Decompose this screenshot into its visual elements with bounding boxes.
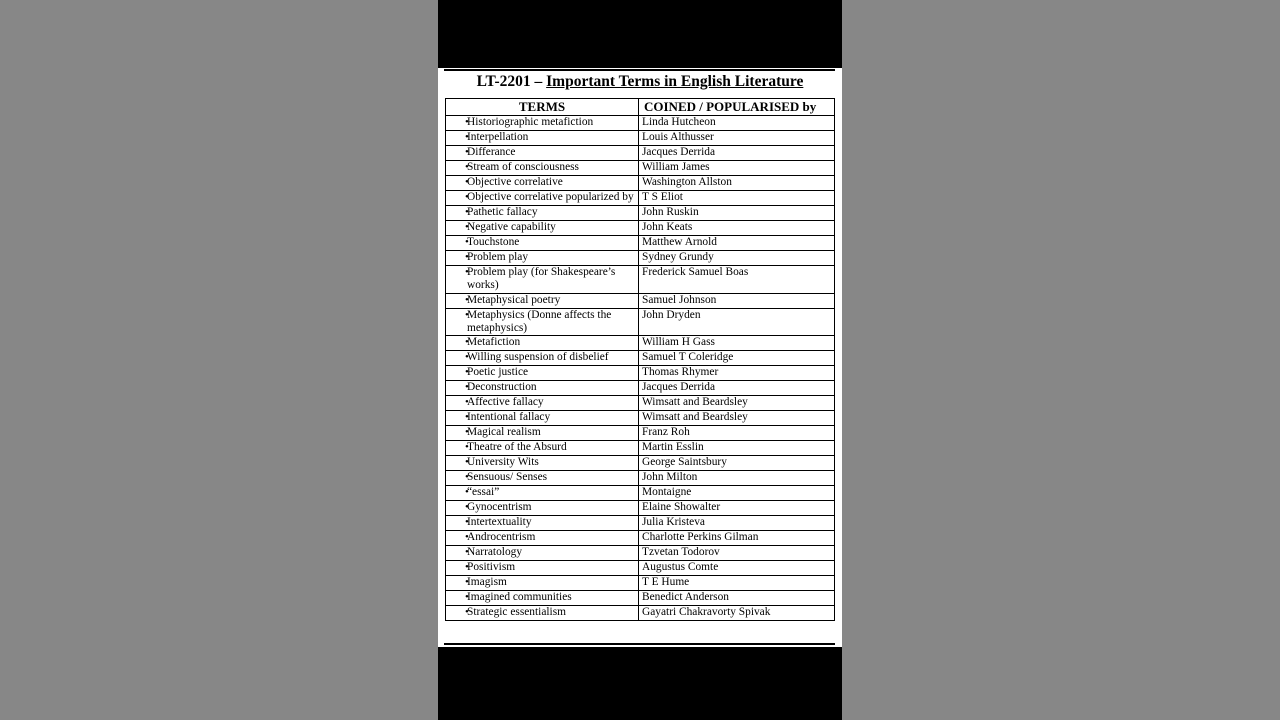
table-row <box>446 176 835 191</box>
term-cell <box>446 176 639 191</box>
coined-by-cell: Elaine Showalter <box>639 501 835 516</box>
term-text: • Objective correlative <box>467 176 563 188</box>
term-text: • Problem play <box>467 251 529 263</box>
table-row <box>446 266 835 294</box>
left-backdrop <box>0 0 438 720</box>
term-cell <box>446 381 639 396</box>
coined-by-cell: Benedict Anderson <box>639 591 835 606</box>
coined-by-cell: Augustus Comte <box>639 561 835 576</box>
table-row <box>446 411 835 426</box>
term-cell <box>446 336 639 351</box>
term-text: • Metaphysical poetry <box>467 293 561 306</box>
table-row <box>446 366 835 381</box>
term-cell <box>446 116 639 131</box>
term-text: • Poetic justice <box>467 366 529 379</box>
term-text: • Interpellation <box>467 131 529 143</box>
title-text: Important Terms in English Literature <box>546 73 804 90</box>
term-text: • Intertextuality <box>467 516 532 529</box>
table-row <box>446 351 835 366</box>
term-text: • Androcentrism <box>467 531 536 544</box>
term-text: • Gynocentrism <box>467 501 532 514</box>
term-text: • Historiographic metafiction <box>467 116 594 128</box>
coined-by-cell: Julia Kristeva <box>639 516 835 531</box>
term-text: • Magical realism <box>467 426 541 439</box>
term-text: • Negative capability <box>467 221 556 233</box>
term-cell <box>446 396 639 411</box>
term-text: • Sensuous/ Senses <box>467 471 548 484</box>
term-text: • Metaphysics (Donne affects the metaphysics) <box>467 308 612 334</box>
table-row <box>446 146 835 161</box>
term-text: • Pathetic fallacy <box>467 206 538 218</box>
term-text: • Objective correlative popularized by <box>467 191 634 203</box>
term-cell <box>446 206 639 221</box>
term-cell <box>446 251 639 266</box>
table-row <box>446 221 835 236</box>
coined-by-cell: Frederick Samuel Boas <box>639 266 835 294</box>
term-text: • Deconstruction <box>467 381 537 394</box>
term-text: • Metafiction <box>467 336 521 349</box>
term-cell <box>446 441 639 456</box>
table-row <box>446 131 835 146</box>
coined-by-cell: Gayatri Chakravorty Spivak <box>639 606 835 621</box>
coined-by-cell: William James <box>639 161 835 176</box>
coined-by-cell: Charlotte Perkins Gilman <box>639 531 835 546</box>
term-cell <box>446 351 639 366</box>
coined-by-cell: Franz Roh <box>639 426 835 441</box>
term-text: • Theatre of the Absurd <box>467 441 567 454</box>
term-cell <box>446 591 639 606</box>
term-cell <box>446 366 639 381</box>
coined-by-cell: T S Eliot <box>639 191 835 206</box>
term-cell <box>446 546 639 561</box>
coined-by-cell: Thomas Rhymer <box>639 366 835 381</box>
coined-by-cell: John Milton <box>639 471 835 486</box>
coined-by-cell: Montaigne <box>639 486 835 501</box>
term-cell <box>446 576 639 591</box>
terms-table <box>445 98 835 621</box>
bottom-rule <box>444 643 835 645</box>
coined-by-cell: George Saintsbury <box>639 456 835 471</box>
table-row <box>446 191 835 206</box>
term-cell <box>446 606 639 621</box>
table-row <box>446 206 835 221</box>
term-cell <box>446 531 639 546</box>
table-body <box>446 116 835 621</box>
term-text: • Intentional fallacy <box>467 411 551 424</box>
term-cell <box>446 266 639 294</box>
term-text: • Imagism <box>467 576 507 589</box>
term-text: • Stream of consciousness <box>467 161 579 173</box>
term-cell <box>446 191 639 206</box>
table-row <box>446 561 835 576</box>
table-row <box>446 308 835 336</box>
table-row <box>446 293 835 308</box>
coined-by-cell: Tzvetan Todorov <box>639 546 835 561</box>
term-cell <box>446 236 639 251</box>
term-cell <box>446 308 639 336</box>
term-text: • Problem play (for Shakespeare’s works) <box>467 266 616 292</box>
table-row <box>446 486 835 501</box>
term-cell <box>446 411 639 426</box>
term-text: • “essai” <box>467 486 500 499</box>
term-cell <box>446 456 639 471</box>
term-cell <box>446 501 639 516</box>
term-text: • Imagined communities <box>467 591 572 604</box>
coined-by-cell: Washington Allston <box>639 176 835 191</box>
term-cell <box>446 426 639 441</box>
coined-by-cell: Sydney Grundy <box>639 251 835 266</box>
coined-by-cell: John Dryden <box>639 308 835 336</box>
coined-by-cell: Martin Esslin <box>639 441 835 456</box>
term-cell <box>446 516 639 531</box>
table-row <box>446 606 835 621</box>
table-row <box>446 546 835 561</box>
coined-by-cell: Louis Althusser <box>639 131 835 146</box>
table-row <box>446 456 835 471</box>
table-row <box>446 576 835 591</box>
coined-by-cell: John Ruskin <box>639 206 835 221</box>
header-row <box>446 99 835 116</box>
term-cell <box>446 221 639 236</box>
coined-by-cell: Wimsatt and Beardsley <box>639 411 835 426</box>
table-row <box>446 516 835 531</box>
right-backdrop <box>842 0 1280 720</box>
top-rule <box>444 69 835 71</box>
coined-by-cell: Samuel T Coleridge <box>639 351 835 366</box>
table-row <box>446 161 835 176</box>
coined-by-cell: John Keats <box>639 221 835 236</box>
table-row <box>446 381 835 396</box>
term-cell <box>446 486 639 501</box>
coined-by-cell: Wimsatt and Beardsley <box>639 396 835 411</box>
term-text: • Positivism <box>467 561 516 574</box>
table-row <box>446 531 835 546</box>
term-cell <box>446 131 639 146</box>
header-coined: COINED / POPULARISED by <box>639 99 835 116</box>
coined-by-cell: Matthew Arnold <box>639 236 835 251</box>
term-text: • Narratology <box>467 546 523 559</box>
coined-by-cell: Samuel Johnson <box>639 293 835 308</box>
term-cell <box>446 561 639 576</box>
coined-by-cell: Jacques Derrida <box>639 146 835 161</box>
coined-by-cell: T E Hume <box>639 576 835 591</box>
table-row <box>446 236 835 251</box>
table-row <box>446 116 835 131</box>
coined-by-cell: Jacques Derrida <box>639 381 835 396</box>
term-text: • Differance <box>467 146 516 158</box>
table-row <box>446 396 835 411</box>
table-row <box>446 471 835 486</box>
term-cell <box>446 293 639 308</box>
table-row <box>446 426 835 441</box>
term-text: • Touchstone <box>467 236 520 248</box>
table-row <box>446 336 835 351</box>
document-title <box>438 73 842 91</box>
term-text: • Affective fallacy <box>467 396 544 409</box>
table-row <box>446 591 835 606</box>
term-text: • Willing suspension of disbelief <box>467 351 609 364</box>
term-text: • Strategic essentialism <box>467 606 567 619</box>
term-cell <box>446 146 639 161</box>
term-text: • University Wits <box>467 456 539 469</box>
table-row <box>446 251 835 266</box>
coined-by-cell: Linda Hutcheon <box>639 116 835 131</box>
coined-by-cell: William H Gass <box>639 336 835 351</box>
term-cell <box>446 471 639 486</box>
table-row <box>446 441 835 456</box>
course-code: LT-2201 – <box>476 73 547 90</box>
table-row <box>446 501 835 516</box>
header-terms: TERMS <box>446 99 639 116</box>
term-cell <box>446 161 639 176</box>
